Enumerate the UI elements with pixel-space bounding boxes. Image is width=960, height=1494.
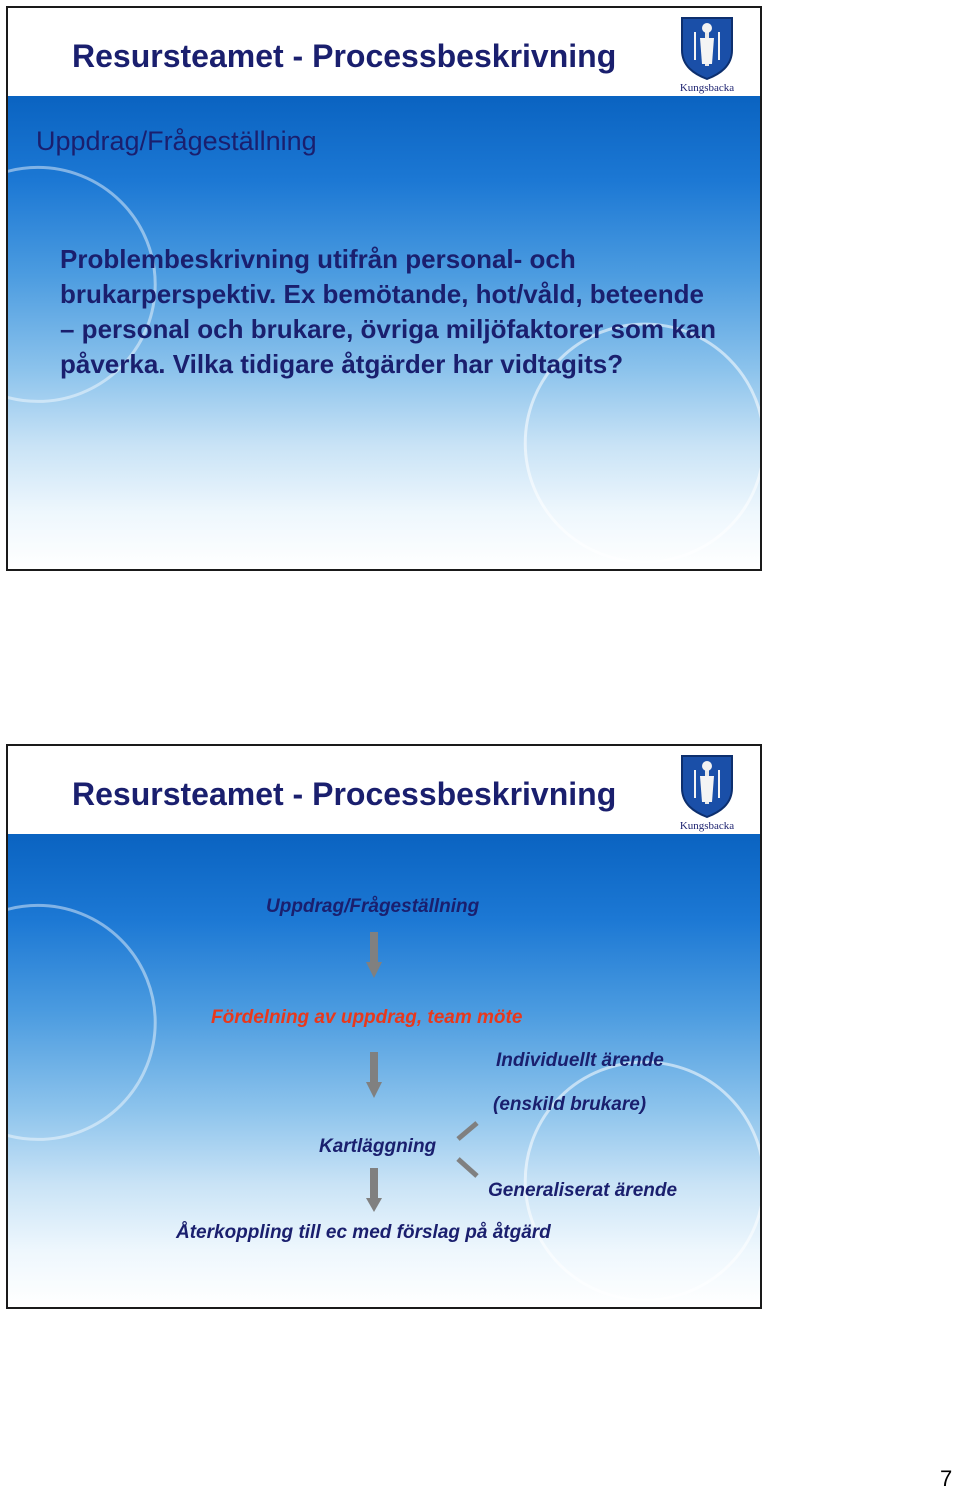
down-arrow-icon	[366, 1168, 382, 1212]
slide-subtitle: Uppdrag/Frågeställning	[36, 126, 317, 156]
flow-step-feedback: Återkoppling till ec med förslag på åtgärd	[176, 1222, 551, 1243]
flow-branch-individual: Individuellt ärende	[496, 1050, 664, 1071]
flow-step-mapping: Kartläggning	[319, 1136, 437, 1157]
branch-line-down	[458, 1159, 477, 1176]
coat-of-arms-logo-icon	[676, 14, 738, 96]
flow-step-distribution: Fördelning av uppdrag, team möte	[211, 1007, 523, 1028]
down-arrow-icon	[366, 932, 382, 978]
slide-1	[6, 6, 762, 571]
slide-2	[6, 744, 762, 1309]
slide-title: Resursteamet - Processbeskrivning	[72, 38, 617, 74]
page-number: 7	[940, 1466, 953, 1491]
slide-body-text: Problembeskrivning utifrån personal- och brukarperspektiv. Ex bemötande, hot/våld, beteende – personal och brukare, övriga miljöfaktorer som kan påverka. Vilka tidigare åtgärder har vidtagits?	[60, 244, 716, 379]
branch-line-up	[458, 1123, 477, 1139]
flow-branch-individual-detail: (enskild brukare)	[493, 1094, 647, 1115]
flow-step-assignment: Uppdrag/Frågeställning	[266, 896, 480, 917]
logo-name: Kungsbacka	[679, 820, 735, 832]
slide-title: Resursteamet - Processbeskrivning	[72, 776, 617, 812]
flow-branch-general: Generaliserat ärende	[488, 1180, 678, 1201]
slide-header	[8, 8, 760, 96]
down-arrow-icon	[366, 1052, 382, 1098]
logo-name: Kungsbacka	[679, 82, 735, 94]
